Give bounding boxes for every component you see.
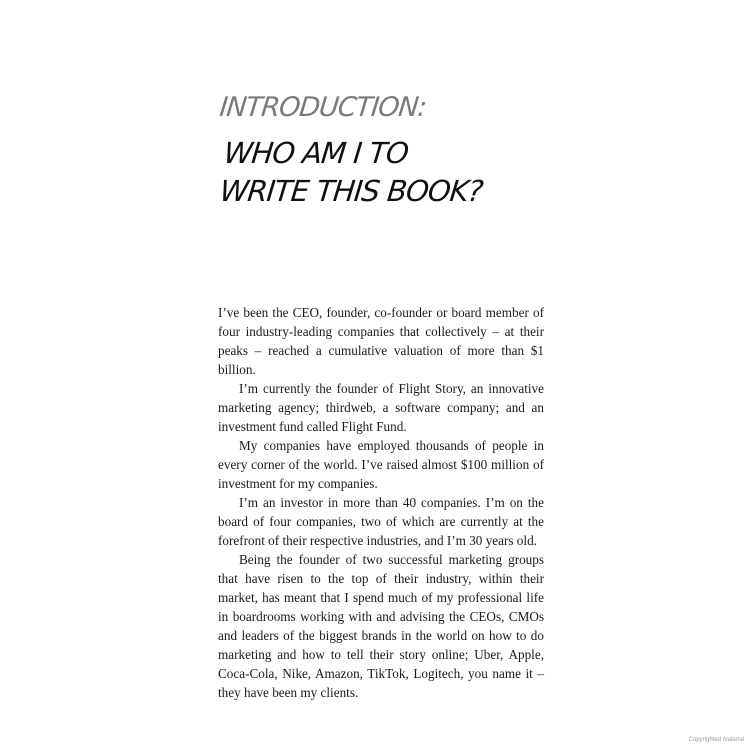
chapter-title-line-1: WHO AM I TO [222, 136, 410, 170]
paragraph-5: Being the founder of two successful marketing groups that have risen to the top of their industry, within their market, has meant that I spend much of my professional life in boardrooms working with and advising the CEOs, CMOs and leaders of the biggest brands in the world on how to do marketing and how to tell their story online; Uber, Apple, Coca-Cola, Nike, Amazon, TikTok, Logitech, you name it – they have been my clients. [218, 552, 544, 700]
paragraph-3: My companies have employed thousands of people in every corner of the world. I’ve raised almost $100 million of investment for my companies. [218, 438, 544, 491]
paragraph-2: I’m currently the founder of Flight Story, an innovative marketing agency; thirdweb, a software company; and an investment fund called Flight Fund. [218, 381, 544, 434]
chapter-title [218, 134, 556, 210]
chapter-heading [218, 92, 548, 210]
paragraph-4: I’m an investor in more than 40 companies. I’m on the board of four companies, two of which are currently at the forefront of their respective industries, and I’m 30 years old. [218, 495, 544, 548]
chapter-label: INTRODUCTION: [218, 92, 428, 123]
chapter-title-line-2: WRITE THIS BOOK? [218, 174, 485, 208]
copyright-watermark: Copyrighted material [688, 737, 744, 743]
body-text [218, 303, 544, 702]
paragraph-1: I’ve been the CEO, founder, co-founder or board member of four industry-leading companies that collectively – at their peaks – reached a cumulative valuation of more than $1 billion. [218, 305, 544, 377]
